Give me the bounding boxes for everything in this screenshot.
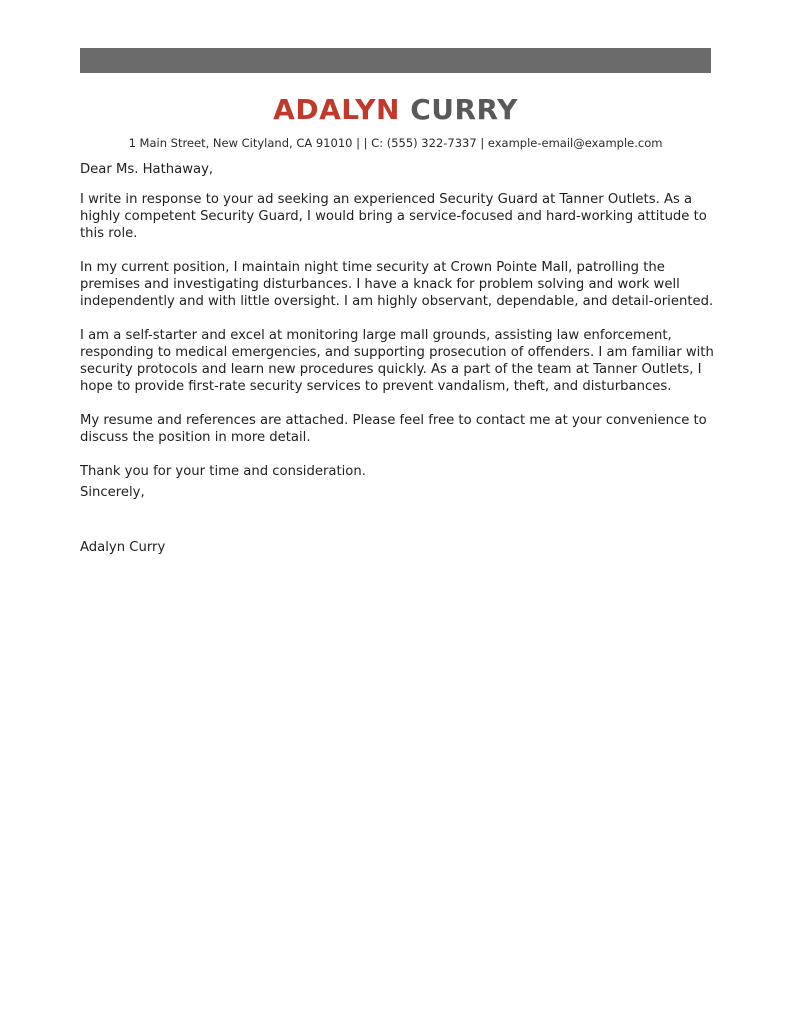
paragraph-4: My resume and references are attached. Please feel free to contact me at your convenience to discuss the position in more detail. [80, 413, 707, 445]
letter-body [80, 161, 720, 556]
first-name: ADALYN [273, 93, 400, 126]
salutation: Dear Ms. Hathaway, [80, 162, 214, 177]
signature-name: Adalyn Curry [80, 540, 166, 555]
closing-thanks: Thank you for your time and consideration. [80, 464, 366, 479]
paragraph-3: I am a self-starter and excel at monitoring large mall grounds, assisting law enforcement, responding to medical emergencies, and supporting prosecution of offenders. I am familiar with security protocols and learn new procedures quickly. As a part of the team at Tanner Outlets, I hope to provide first-rate security services to prevent vandalism, theft, and disturbances. [80, 328, 714, 394]
last-name: CURRY [410, 93, 518, 126]
paragraph-1: I write in response to your ad seeking an experienced Security Guard at Tanner Outlets. As a highly competent Security Guard, I would bring a service-focused and hard-working attitude to this role. [80, 192, 707, 241]
paragraph-2: In my current position, I maintain night time security at Crown Pointe Mall, patrolling the premises and investigating disturbances. I have a knack for problem solving and work well independently and with little oversight. I am highly observant, dependable, and detail-oriented. [80, 260, 714, 309]
applicant-name [0, 92, 791, 128]
contact-line: 1 Main Street, New Cityland, CA 91010 | | C: (555) 322-7337 | example-email@example.com [128, 136, 663, 150]
header-bar [80, 48, 711, 73]
sign-off: Sincerely, [80, 485, 145, 500]
